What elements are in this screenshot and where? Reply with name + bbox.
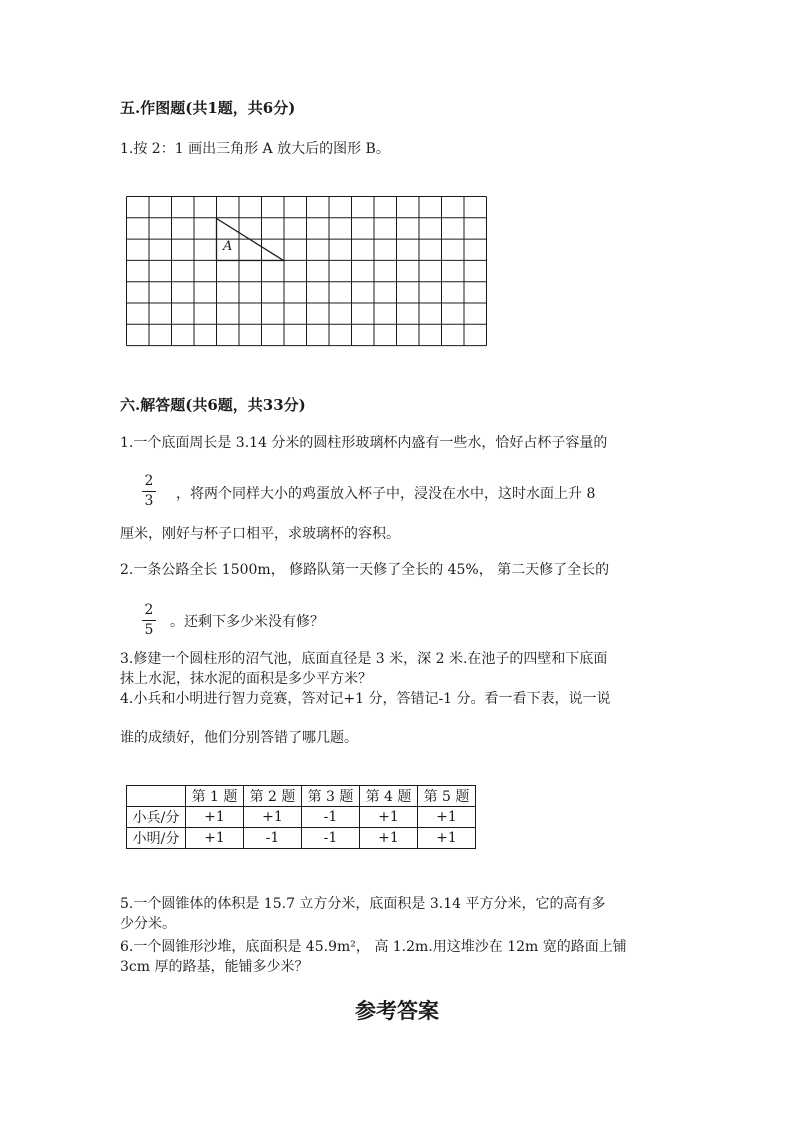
table-header-cell (127, 786, 186, 807)
q2-fraction-numerator: 2 (144, 602, 154, 618)
table-cell: +1 (360, 828, 418, 849)
triangle-a-label: A (223, 239, 233, 254)
q2-line1: 2.一条公路全长 1500m， 修路队第一天修了全长的 45%， 第二天修了全长的 (120, 562, 610, 578)
table-cell: -1 (302, 807, 360, 828)
q2-line2: 。还剩下多少米没有修？ (170, 614, 324, 630)
table-header-row (127, 786, 476, 807)
table-cell: 小明/分 (127, 828, 186, 849)
score-table (126, 785, 476, 849)
table-cell: -1 (302, 828, 360, 849)
q2-fraction-denominator: 5 (144, 622, 154, 638)
table-cell: +1 (186, 828, 244, 849)
q1-line2: ，将两个同样大小的鸡蛋放入杯子中，浸没在水中，这时水面上升 8 (176, 486, 596, 502)
drawing-grid (125, 195, 489, 348)
fraction-bar (142, 620, 156, 621)
section5-heading: 五.作图题(共1题，共6分) (120, 99, 296, 117)
table-row (127, 828, 476, 849)
table-cell: -1 (244, 828, 302, 849)
q6-line2: 3cm 厚的路基，能铺多少米？ (120, 959, 309, 975)
q6-line1: 6.一个圆锥形沙堆，底面积是 45.9m²， 高 1.2m.用这堆沙在 12m 宽的路面上铺 (120, 939, 627, 955)
section5-question-1: 1.按 2：1 画出三角形 A 放大后的图形 B。 (120, 141, 390, 157)
section6-heading: 六.解答题(共6题，共33分) (120, 396, 306, 414)
q3-line2: 抹上水泥，抹水泥的面积是多少平方米？ (120, 671, 372, 687)
q3-line1: 3.修建一个圆柱形的沼气池，底面直径是 3 米，深 2 米.在池子的四壁和下底面 (120, 651, 608, 667)
fraction-bar (142, 491, 156, 492)
table-header-cell: 第 1 题 (186, 786, 244, 807)
table-cell: +1 (360, 807, 418, 828)
table-header-cell: 第 2 题 (244, 786, 302, 807)
table-header-cell: 第 3 题 (302, 786, 360, 807)
table-cell: +1 (186, 807, 244, 828)
table-header-cell: 第 5 题 (418, 786, 476, 807)
table-header-cell: 第 4 题 (360, 786, 418, 807)
q1-fraction (141, 474, 157, 509)
q4-line1: 4.小兵和小明进行智力竞赛，答对记+1 分，答错记-1 分。看一看下表，说一说 (120, 691, 611, 707)
q4-line2: 谁的成绩好，他们分别答错了哪几题。 (120, 730, 358, 746)
q1-line3: 厘米，刚好与杯子口相平，求玻璃杯的容积。 (120, 526, 400, 542)
table-cell: +1 (418, 807, 476, 828)
q1-fraction-denominator: 3 (144, 493, 154, 509)
table-cell: +1 (244, 807, 302, 828)
q2-fraction (141, 603, 157, 638)
q5-line1: 5.一个圆锥体的体积是 15.7 立方分米，底面积是 3.14 平方分米，它的高有多 (120, 896, 606, 912)
table-row (127, 807, 476, 828)
q1-line1: 1.一个底面周长是 3.14 分米的圆柱形玻璃杯内盛有一些水，恰好占杯子容量的 (120, 435, 608, 451)
q5-line2: 少分米。 (120, 916, 176, 932)
table-cell: 小兵/分 (127, 807, 186, 828)
table-cell: +1 (418, 828, 476, 849)
answers-title: 参考答案 (355, 998, 439, 1023)
q1-fraction-numerator: 2 (144, 473, 154, 489)
